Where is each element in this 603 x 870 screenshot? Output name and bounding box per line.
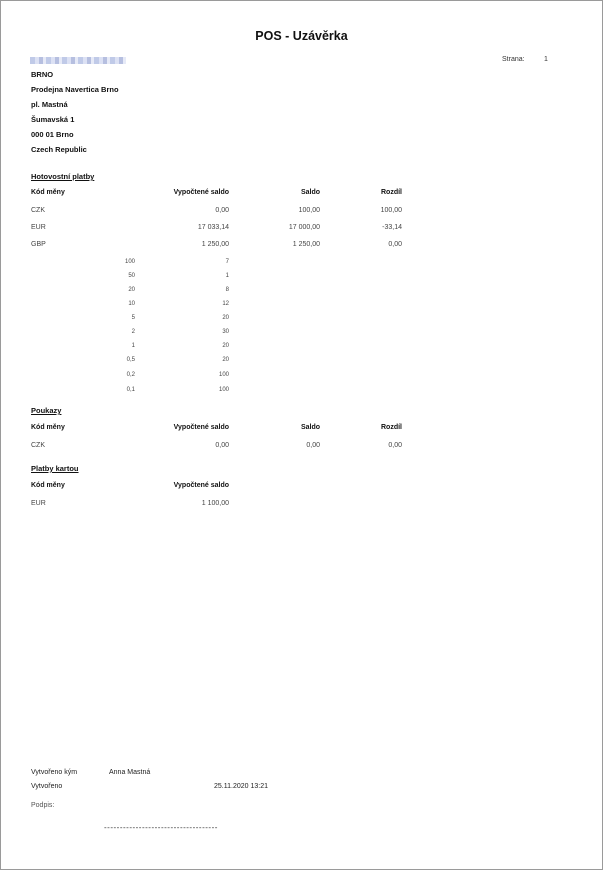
- cell-computed: 17 033,14: [197, 224, 229, 231]
- address-line: BRNO: [31, 70, 54, 79]
- denomination-count: 100: [218, 372, 229, 378]
- col-balance: Saldo: [300, 424, 320, 431]
- address-line: pl. Mastná: [31, 100, 68, 109]
- cell-currency: CZK: [31, 442, 45, 449]
- signature-label: Podpis:: [31, 802, 55, 809]
- address-line: Šumavská 1: [31, 115, 75, 124]
- redacted-company-name: [30, 57, 126, 64]
- denomination-value: 100: [124, 259, 135, 265]
- cell-currency: EUR: [31, 224, 46, 231]
- cell-difference: 0,00: [388, 442, 402, 449]
- col-difference: Rozdíl: [381, 424, 402, 431]
- col-currency: Kód měny: [31, 189, 65, 196]
- signature-line: ------------------------------------: [104, 823, 218, 832]
- cell-currency: CZK: [31, 207, 45, 214]
- address-line: Czech Republic: [31, 145, 87, 154]
- denomination-value: 1: [131, 343, 135, 349]
- cell-balance: 100,00: [298, 207, 320, 214]
- denomination-count: 20: [222, 357, 229, 363]
- denomination-count: 7: [225, 259, 229, 265]
- cell-difference: 100,00: [380, 207, 402, 214]
- denomination-count: 20: [222, 343, 229, 349]
- denomination-value: 0,2: [126, 372, 135, 378]
- cell-difference: 0,00: [388, 241, 402, 248]
- cell-balance: 0,00: [306, 442, 320, 449]
- created-value: 25.11.2020 13:21: [214, 783, 268, 790]
- denomination-count: 20: [222, 315, 229, 321]
- col-computed: Vypočtené saldo: [173, 189, 229, 196]
- denomination-count: 30: [222, 329, 229, 335]
- denomination-count: 8: [225, 287, 229, 293]
- col-currency: Kód měny: [31, 482, 65, 489]
- created-by-label: Vytvořeno kým: [31, 769, 78, 776]
- cell-balance: 17 000,00: [288, 224, 320, 231]
- created-by-value: Anna Mastná: [109, 769, 151, 776]
- denomination-count: 100: [218, 387, 229, 393]
- page-label: Strana:: [502, 56, 525, 63]
- denomination-value: 20: [128, 287, 135, 293]
- denomination-value: 0,5: [126, 357, 135, 363]
- cell-currency: EUR: [31, 500, 46, 507]
- col-balance: Saldo: [300, 189, 320, 196]
- cell-computed: 0,00: [215, 207, 229, 214]
- vouchers-heading: Poukazy: [31, 406, 62, 415]
- denomination-value: 5: [131, 315, 135, 321]
- denomination-count: 1: [225, 273, 229, 279]
- cell-computed: 1 100,00: [201, 500, 229, 507]
- page-number: 1: [544, 56, 548, 63]
- denomination-value: 10: [128, 301, 135, 307]
- address-line: Prodejna Navertica Brno: [31, 85, 119, 94]
- col-currency: Kód měny: [31, 424, 65, 431]
- col-computed: Vypočtené saldo: [173, 482, 229, 489]
- col-computed: Vypočtené saldo: [173, 424, 229, 431]
- cards-heading: Platby kartou: [31, 464, 79, 473]
- cash-heading: Hotovostní platby: [31, 172, 95, 181]
- denomination-count: 12: [222, 301, 229, 307]
- report-title: POS - Uzávěrka: [255, 29, 348, 43]
- created-label: Vytvořeno: [31, 783, 63, 790]
- address-line: 000 01 Brno: [31, 130, 74, 139]
- cell-computed: 1 250,00: [201, 241, 229, 248]
- denomination-value: 2: [131, 329, 135, 335]
- cell-computed: 0,00: [215, 442, 229, 449]
- col-difference: Rozdíl: [381, 189, 402, 196]
- cell-difference: -33,14: [382, 224, 402, 231]
- cell-currency: GBP: [31, 241, 46, 248]
- denomination-value: 0,1: [126, 387, 135, 393]
- cell-balance: 1 250,00: [292, 241, 320, 248]
- denomination-value: 50: [128, 273, 135, 279]
